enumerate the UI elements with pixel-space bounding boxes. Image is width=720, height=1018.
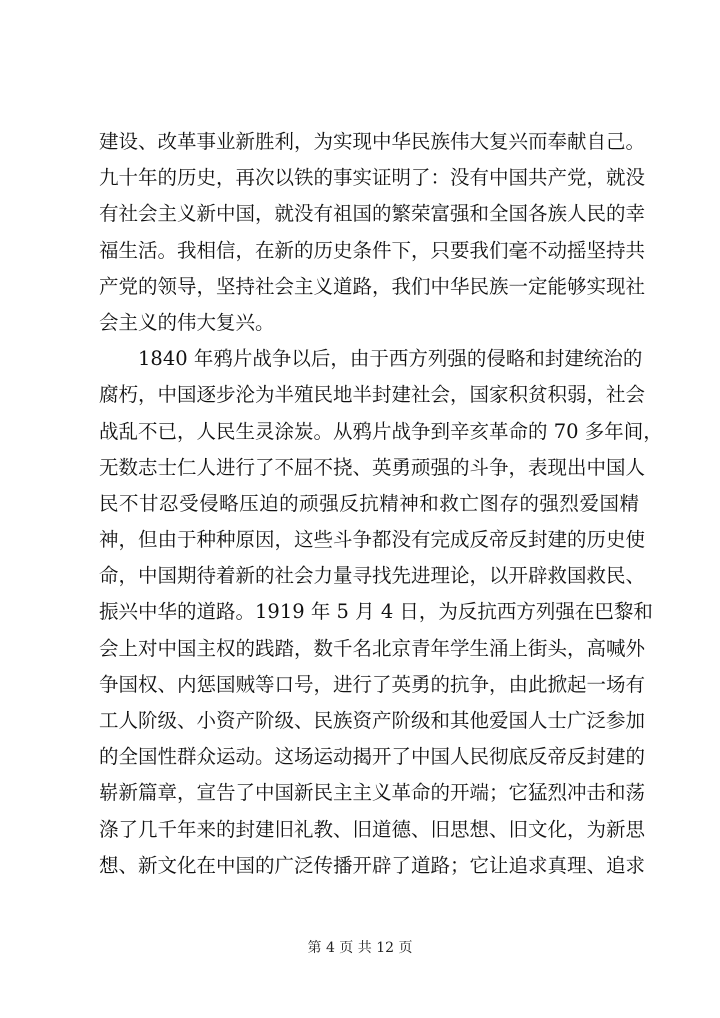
text-line: 想、新文化在中国的广泛传播开辟了道路；它让追求真理、追求 [99,853,646,877]
text-line: 民不甘忍受侵略压迫的顽强反抗精神和救亡图存的强烈爱国精 [99,491,639,515]
text-line: 产党的领导，坚持社会主义道路，我们中华民族一定能够实现社 [99,274,646,298]
text-line: 无数志士仁人进行了不屈不挠、英勇顽强的斗争，表现出中国人 [99,455,646,479]
text-line: 有社会主义新中国，就没有祖国的繁荣富强和全国各族人民的幸 [99,202,646,226]
text-line: 建设、改革事业新胜利，为实现中华民族伟大复兴而奉献自己。 [99,130,646,153]
page-footer [0,937,720,957]
text-line: 崭新篇章，宣告了中国新民主主义革命的开端；它猛烈冲击和荡 [99,781,646,805]
text-line: 工人阶级、小资产阶级、民族资产阶级和其他爱国人士广泛参加 [99,709,646,732]
text-line: 神，但由于种种原因，这些斗争都没有完成反帝反封建的历史使 [99,528,646,552]
text-line: 会主义的伟大复兴。 [99,310,275,334]
text-line: 战乱不已，人民生灵涂炭。从鸦片战争到辛亥革命的 70 多年间， [99,419,663,443]
text-line: 福生活。我相信，在新的历史条件下，只要我们毫不动摇坚持共 [99,238,646,262]
paragraph-1 [99,124,646,341]
text-line: 九十年的历史，再次以铁的事实证明了：没有中国共产党，就没 [99,166,646,190]
text-line: 争国权、内惩国贼等口号，进行了英勇的抗争，由此掀起一场有 [99,672,646,696]
page-number-label: 第 4 页 共 12 页 [307,940,413,956]
text-line: 命，中国期待着新的社会力量寻找先进理论，以开辟救国救民、 [99,564,646,588]
text-line: 振兴中华的道路。1919 年 5 月 4 日，为反抗西方列强在巴黎和 [99,600,653,624]
text-line: 的全国性群众运动。这场运动揭开了中国人民彻底反帝反封建的 [99,745,646,769]
body-text [99,124,663,884]
text-line: 会上对中国主权的践踏，数千名北京青年学生涌上街头，高喊外 [99,636,646,660]
text-line: 腐朽，中国逐步沦为半殖民地半封建社会，国家积贫积弱，社会 [99,383,646,407]
paragraph-2 [99,341,663,884]
text-line: 涤了几千年来的封建旧礼教、旧道德、旧思想、旧文化，为新思 [99,817,646,841]
text-line: 1840 年鸦片战争以后，由于西方列强的侵略和封建统治的 [138,347,643,371]
